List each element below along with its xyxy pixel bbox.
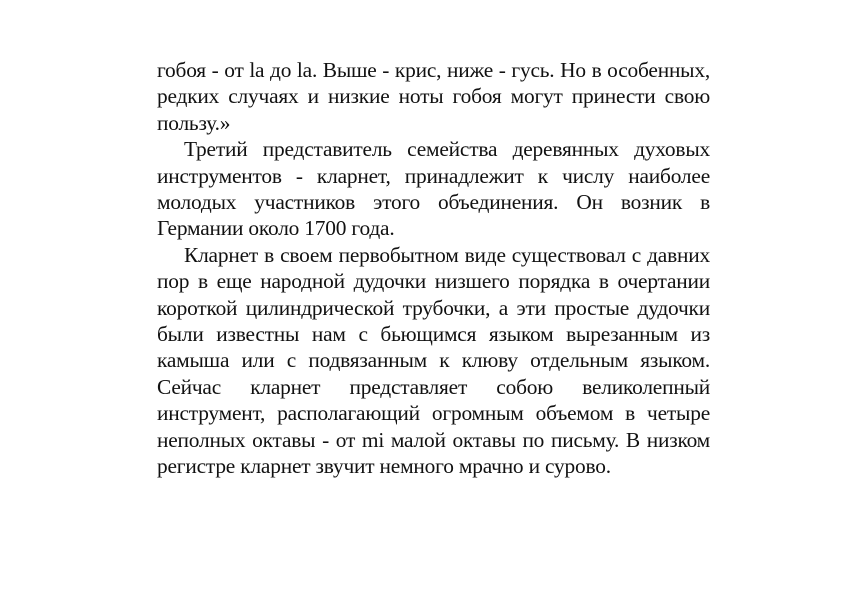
paragraph-clarinet-intro: Третий представитель семейства деревянных духовых инструментов - кларнет, принадлежит к числу наиболее молодых участников этого объединения. Он возник в Германии около 1700 года. [157,137,710,241]
document-body [157,57,710,480]
paragraph-clarinet-history: Кларнет в своем первобытном виде существовал с давних пор в еще народной дудочки низшего порядка в очертании короткой цилиндрической трубочки, а эти простые дудочки были известны нам с бьющимся языком вырезанным из камыша или с подвязанным к клюву отдельным языком. Сейчас кларнет представляет собою великолепный инструмент, располагающий огромным объемом в четыре неполных октавы - от mi малой октавы по письму. В низком регистре кларнет звучит немного мрачно и сурово. [157,242,710,479]
paragraph-continuation: гобоя - от la до la. Выше - крис, ниже - гусь. Но в особенных, редких случаях и низкие ноты гобоя могут принести свою пользу.» [157,58,710,135]
